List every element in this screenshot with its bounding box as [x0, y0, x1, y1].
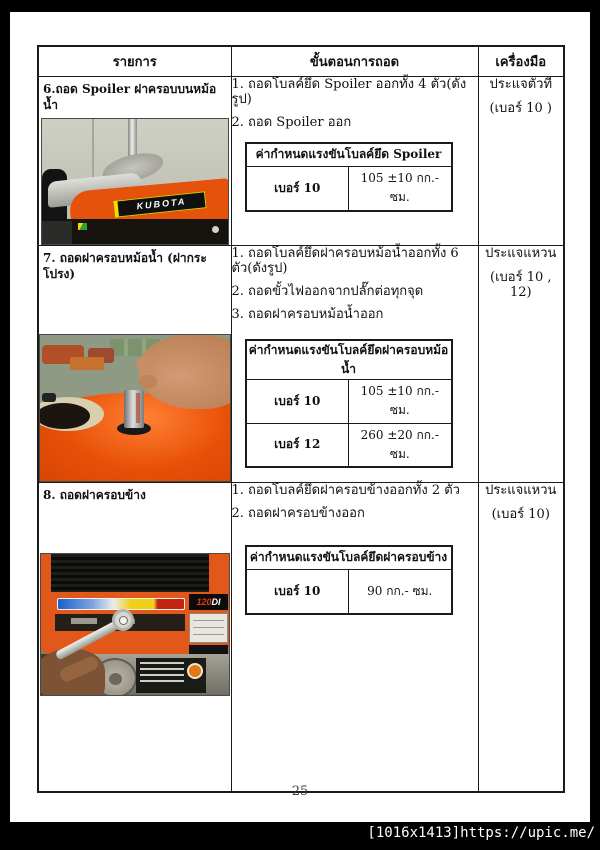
step: 1. ถอดโบลค์ยึดฝาครอบข้างออกทั้ง 2 ตัว [231, 482, 460, 498]
tool-size: (เบอร์ 10) [491, 506, 550, 522]
torque-value: 260 ±20 กก.- ซม. [349, 423, 452, 467]
wall-seam [92, 119, 94, 181]
black-label-strip [189, 645, 228, 654]
torque-value: 105 ±10 กก.- ซม. [349, 167, 452, 211]
table-row [38, 245, 564, 482]
photo-radiator-cover-removal [39, 334, 231, 482]
tools-cell-6 [478, 76, 564, 245]
bolt-head [119, 616, 128, 625]
spec-label [189, 613, 228, 643]
step: 3. ถอดฝาครอบหม้อน้ำออก [231, 306, 384, 322]
slot-detail [71, 618, 97, 624]
plate-hub [109, 673, 122, 685]
photo-side-cover-removal [40, 553, 230, 696]
tool-name: ประแจแหวน [485, 482, 557, 498]
hood-knob [42, 393, 56, 402]
color-sticker-strip [57, 598, 185, 610]
torque-title: ค่ากำหนดแรงขันโบลค์ยึดฝาครอบข้าง [246, 546, 452, 570]
tool-name: ประแจตัวที [489, 76, 553, 92]
procedure-table [37, 45, 565, 793]
workshop-sign [70, 357, 104, 370]
item-title-6: 6.ถอด Spoiler ฝาครอบบนหม้อน้ำ [43, 81, 217, 112]
item-title-7: 7. ถอดฝาครอบหม้อน้ำ (ฝากระโปรง) [43, 250, 207, 281]
table-row [38, 482, 564, 792]
steps-cell-6 [231, 76, 478, 245]
step: 2. ถอดฝาครอบข้างออก [231, 505, 365, 521]
column-header-item: รายการ [38, 46, 231, 76]
engine-base [42, 221, 72, 245]
step: 1. ถอดโบลค์ยึดฝาครอบหม้อน้ำออกทั้ง 6 ตัว(ดังรูป) [231, 245, 459, 276]
steps-cell-8 [231, 482, 478, 792]
torque-title: ค่ากำหนดแรงขันโบลค์ยึดฝาครอบหม้อน้ำ [246, 340, 452, 380]
torque-size: เบอร์ 10 [246, 167, 349, 211]
tools-cell-8 [478, 482, 564, 792]
kubota-logo: KUBOTA [113, 191, 206, 218]
tool-size: (เบอร์ 10 ) [489, 100, 552, 116]
column-header-steps: ขั้นตอนการถอด [231, 46, 478, 76]
step: 1. ถอดโบลค์ยึด Spoiler ออกทั้ง 4 ตัว(ดังรูป) [231, 76, 467, 107]
torque-table-radiator-cover [245, 339, 453, 469]
torque-size: เบอร์ 12 [246, 423, 349, 467]
model-number: 120 [196, 596, 212, 607]
socket-reflection [136, 393, 140, 423]
knuckle [136, 357, 154, 371]
torque-value: 105 ±10 กก.- ซม. [349, 379, 452, 423]
table-row [38, 76, 564, 245]
item-title-8: 8. ถอดฝาครอบข้าง [43, 487, 146, 502]
torque-table-spoiler [245, 142, 453, 212]
image-host-watermark: [1016x1413]https://upic.me/ [367, 825, 595, 841]
item-cell-6 [38, 76, 231, 245]
brand-sticker [78, 223, 87, 230]
steps-cell-7 [231, 245, 478, 482]
torque-size: เบอร์ 10 [246, 570, 349, 614]
tools-cell-7 [478, 245, 564, 482]
screw-head [212, 226, 219, 233]
tool-size: (เบอร์ 10 , 12) [490, 269, 552, 300]
photo-spoiler-removal [41, 118, 229, 245]
item-cell-7 [38, 245, 231, 482]
item-cell-8 [38, 482, 231, 792]
socket-tool [124, 390, 144, 428]
torque-size: เบอร์ 10 [246, 379, 349, 423]
torque-title: ค่ากำหนดแรงขันโบลค์ยึด Spoiler [246, 143, 452, 167]
model-label-120di [189, 594, 228, 610]
knuckle [139, 375, 157, 389]
radiator-grille [66, 219, 229, 245]
model-suffix: DI [211, 596, 221, 607]
step: 2. ถอด Spoiler ออก [231, 114, 352, 130]
torque-value: 90 กก.- ซม. [349, 570, 452, 614]
column-header-tools: เครื่องมือ [478, 46, 564, 76]
document-page [10, 12, 590, 822]
table-header-row [38, 46, 564, 76]
warning-label-logo [187, 663, 203, 679]
step: 2. ถอดขั้วไฟออกจากปลั๊กต่อทุกจุด [231, 283, 424, 299]
torque-table-side-cover [245, 545, 453, 615]
page-number: 25 [291, 784, 309, 799]
tool-name: ประแจแหวน [485, 245, 557, 261]
black-grille [51, 554, 209, 592]
filler-opening [39, 403, 90, 429]
